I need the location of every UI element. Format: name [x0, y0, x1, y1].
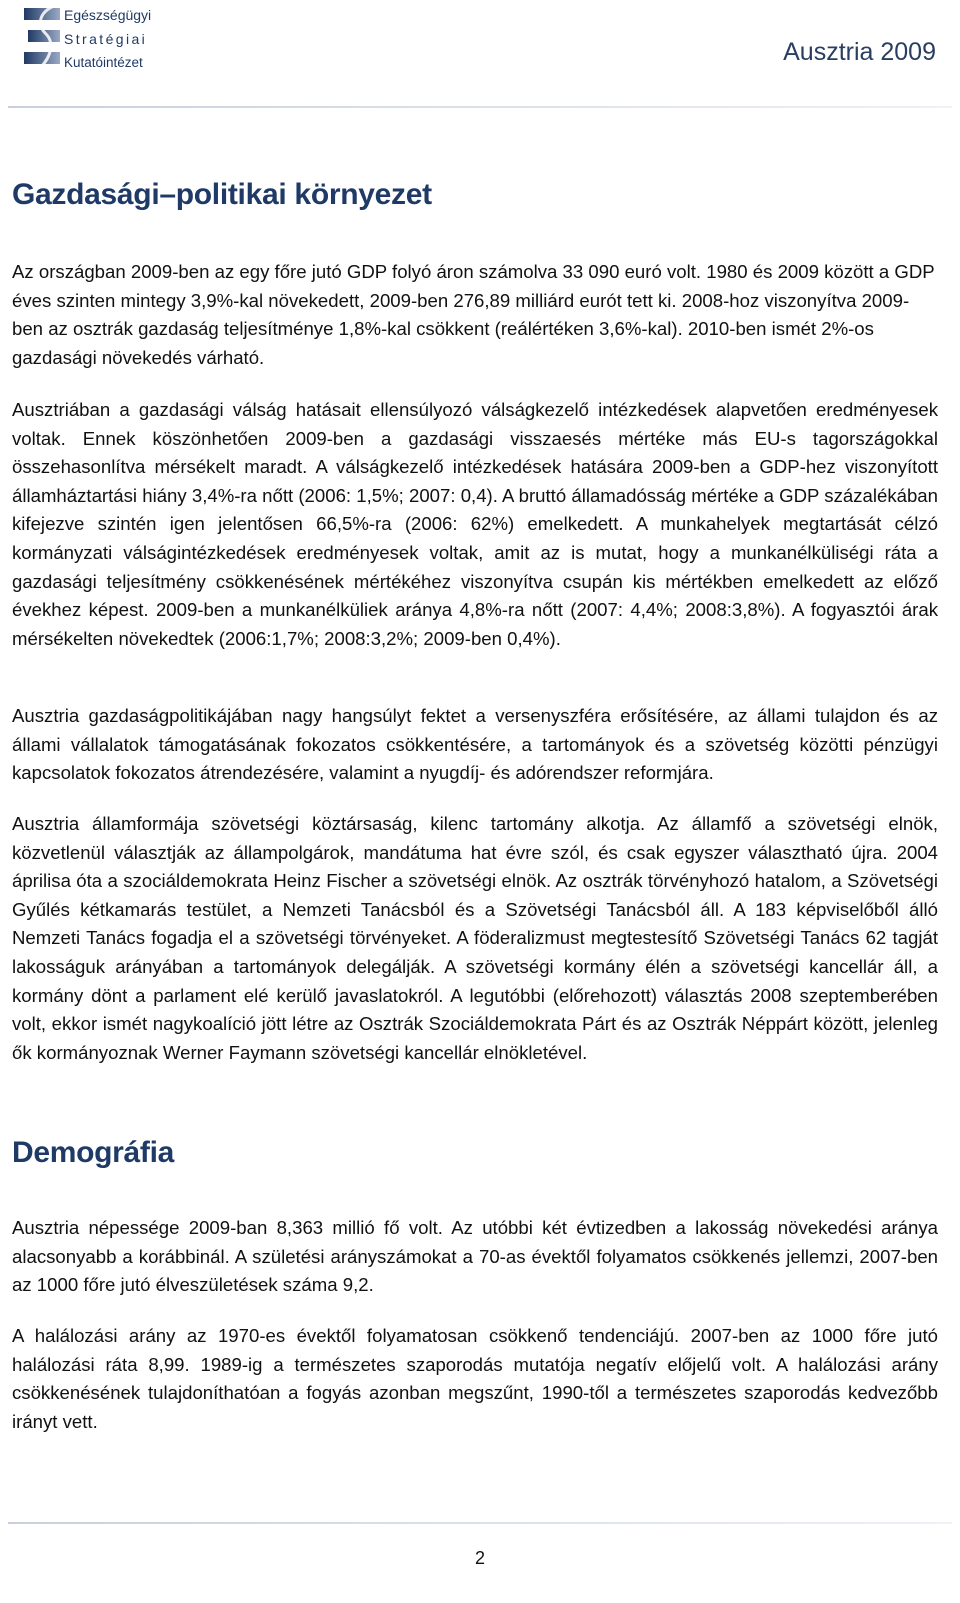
- page-number: 2: [474, 1548, 485, 1568]
- paragraph-mortality: A halálozási arány az 1970-es évektől folyamatosan csökkenő tendenciájú. 2007-ben az 1000 főre jutó halálozási ráta 8,99. 1989-ig a természetes szaporodás mutatója negatív előjelű volt. A halálozási arány csökkenésének tulajdoníthatóan a fogyás azonban megszűnt, 1990-től a természetes szaporodás kedvezőbb irányt vett.: [12, 1325, 938, 1432]
- paragraph-government: Ausztria államformája szövetségi köztársaság, kilenc tartomány alkotja. Az államfő a szövetségi elnök, közvetlenül választják az állampolgárok, mandátuma hat évre szól, és csak egyszer választható újra. 2004 áprilisa óta a szociáldemokrata Heinz Fischer a szövetségi elnök. Az osztrák törvényhozó hatalom, a Szövetségi Gyűlés kétkamarás testület, a Nemzeti Tanácsból és a Szövetségi Tanácsból áll. A 183 képviselőből álló Nemzeti Tanács fogadja el a szövetségi törvényeket. A föderalizmust megtestesítő Szövetségi Tanács 62 tagját lakosságuk arányában a tartományok delegálják. A szövetségi kormány élén a szövetségi kancellár áll, a kormány dönt a parlament elé kerülő javaslatokról. A legutóbbi (előrehozott) választás 2008 szeptemberében volt, ekkor ismét nagykoalíció jött létre az Osztrák Szociáldemokrata Párt és az Osztrák Néppárt között, jelenleg ők kormányoznak Werner Faymann szövetségi kancellár elnökletével.: [12, 813, 938, 1063]
- page-header: [0, 0, 960, 110]
- paragraph-economic-policy: Ausztria gazdaságpolitikájában nagy hangsúlyt fektet a versenyszféra erősítésére, az állami tulajdon és az állami vállalatok támogatásának fokozatos csökkentésére, a tartományok és a szövetség közötti pénzügyi kapcsolatok fokozatos átrendezésére, valamint a nyugdíj- és adórendszer reformjára.: [12, 705, 938, 784]
- institute-logo: [24, 4, 159, 70]
- logo-line-3: Kutatóintézet: [64, 55, 143, 70]
- paragraph-population: Ausztria népessége 2009-ban 8,363 millió fő volt. Az utóbbi két évtizedben a lakosság növekedési aránya alacsonyabb a korábbinál. A születési arányszámokat a 70-as évektől folyamatos csökkenés jellemzi, 2007-ben az 1000 főre jutó élveszületések száma 9,2.: [12, 1217, 938, 1296]
- paragraph-crisis: Ausztriában a gazdasági válság hatásait ellensúlyozó válságkezelő intézkedések alapvetően eredményesek voltak. Ennek köszönhetően 2009-ben a gazdasági visszaesés mértéke más EU-s tagországokkal összehasonlítva mérsékelt maradt. A válságkezelő intézkedések hatására 2009-ben a GDP-hez viszonyított államháztartási hiány 3,4%-ra nőtt (2006: 1,5%; 2007: 0,4). A bruttó államadósság mértéke a GDP százalékában kifejezve szintén igen jelentősen 66,5%-ra (2006: 62%) emelkedett. A munkahelyek megtartását célzó kormányzati válságintézkedések eredményesek voltak, amit az is mutat, hogy a munkanélküliségi ráta a gazdasági teljesítmény csökkenésének mértékéhez viszonyítva csupán kis mértékben emelkedett az előző évekhez képest. 2009-ben a munkanélküliek aránya 4,8%-ra nőtt (2007: 4,4%; 2008:3,8%). A fogyasztói árak mérsékelten növekedtek (2006:1,7%; 2008:3,2%; 2009-ben 0,4%).: [12, 399, 938, 649]
- logo-mark-icon: [24, 4, 64, 70]
- footer-divider: [8, 1522, 952, 1524]
- logo-line-2: Stratégiai: [64, 31, 148, 47]
- section-heading-economy: Gazdasági–politikai környezet: [12, 178, 432, 211]
- paragraph-gdp: Az országban 2009-ben az egy főre jutó GDP folyó áron számolva 33 090 euró volt. 1980 és 2009 között a GDP éves szinten mintegy 3,9%-kal növekedett, 2009-ben 276,89 milliárd eurót tett ki. 2008-hoz viszonyítva 2009-ben az osztrák gazdaság teljesítménye 1,8%-kal csökkent (reálértéken 3,6%-kal). 2010-ben ismét 2%-os gazdasági növekedés várható.: [12, 261, 935, 368]
- document-title: Ausztria 2009: [783, 38, 936, 66]
- section-heading-demography: Demográfia: [12, 1136, 175, 1169]
- logo-line-1: Egészségügyi: [64, 7, 152, 23]
- header-divider: [8, 106, 952, 108]
